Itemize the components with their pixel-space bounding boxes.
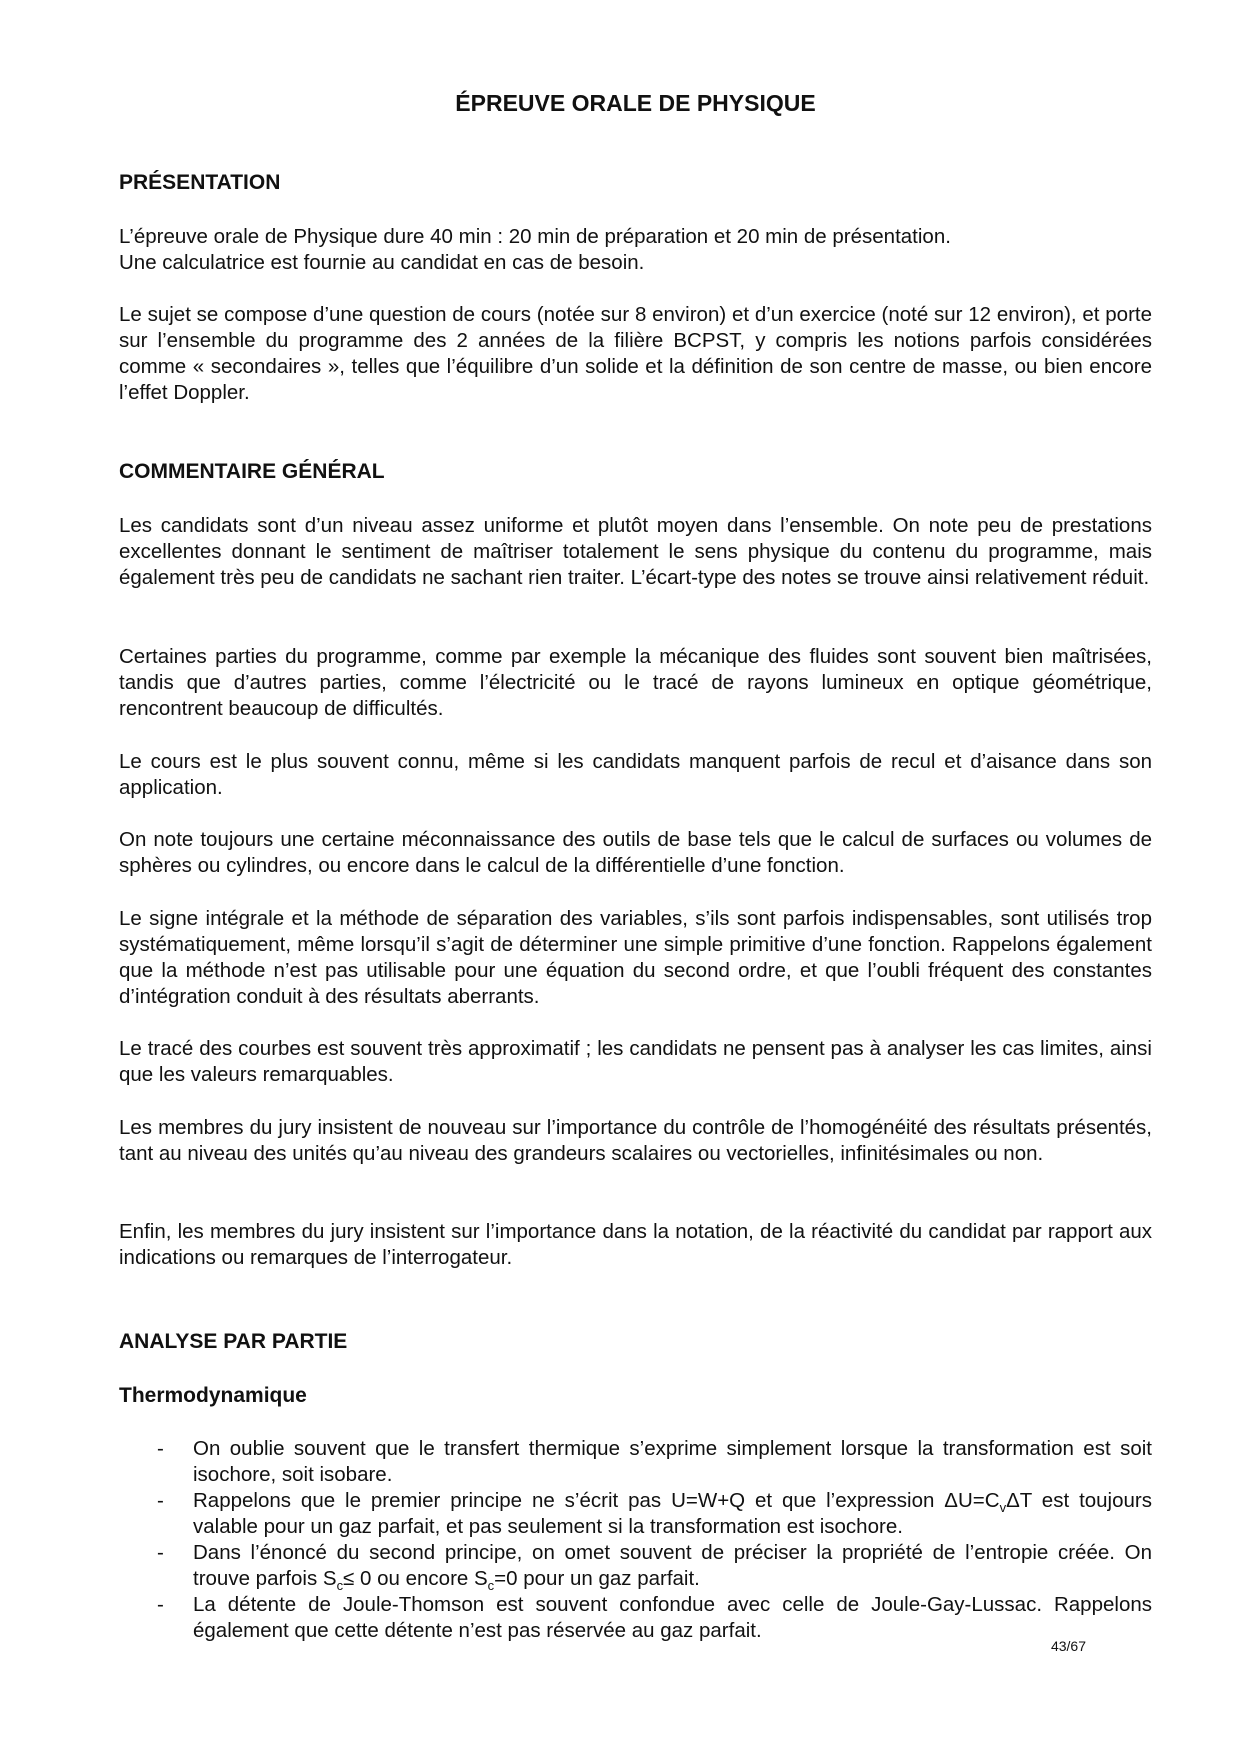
page-number: 43/67 (1050, 1638, 1086, 1654)
list-item-text: La détente de Joule-Thomson est souvent confondue avec celle de Joule-Gay-Lussac. Rappelons également que cette détente n’est pas réservée au gaz parfait. (193, 1593, 1152, 1642)
list-bullet: - (157, 1437, 164, 1460)
list-bullet: - (157, 1489, 164, 1512)
commentaire-paragraph-2: Certaines parties du programme, comme par exemple la mécanique des fluides sont souvent bien maîtrisées, tandis que d’autres parties, comme l’électricité ou le tracé de rayons lumineux en optique géométrique, rencontrent beaucoup de difficultés. (119, 645, 1152, 720)
commentaire-paragraph-6: Le tracé des courbes est souvent très approximatif ; les candidats ne pensent pas à analyser les cas limites, ainsi que les valeurs remarquables. (119, 1037, 1152, 1086)
thermodynamique-list (119, 1436, 1152, 1644)
presentation-line-calculator: Une calculatrice est fournie au candidat en cas de besoin. (119, 251, 645, 274)
list-item-text-part: Rappelons que le premier principe ne s’écrit pas U=W+Q et que l’expression ΔU=C (193, 1489, 1000, 1512)
list-item (119, 1540, 1152, 1592)
presentation-line-duration: L’épreuve orale de Physique dure 40 min : 20 min de préparation et 20 min de présentation. (119, 225, 951, 248)
subscript: v (999, 1500, 1007, 1516)
list-item-text (193, 1541, 1152, 1594)
list-item (119, 1488, 1152, 1540)
commentaire-paragraph-1: Les candidats sont d’un niveau assez uniforme et plutôt moyen dans l’ensemble. On note peu de prestations excellentes donnant le sentiment de maîtriser totalement le sens physique du contenu du programme, mais également très peu de candidats ne sachant rien traiter. L’écart-type des notes se trouve ainsi relativement réduit. (119, 514, 1152, 589)
list-item-text-part: Dans l’énoncé du second principe, on omet souvent de préciser la propriété de l’entropie créée. On trouve parfois S (193, 1541, 1152, 1590)
list-item-text (193, 1489, 1152, 1538)
list-item (119, 1436, 1152, 1488)
list-item-text-part: =0 pour un gaz parfait. (494, 1567, 700, 1590)
list-bullet: - (157, 1593, 164, 1616)
list-item-text-part: ≤ 0 ou encore S (343, 1567, 488, 1590)
subscript: c (336, 1578, 344, 1594)
presentation-paragraph-1 (119, 224, 1152, 276)
list-item-text: On oublie souvent que le transfert thermique s’exprime simplement lorsque la transformation est soit isochore, soit isobare. (193, 1437, 1152, 1486)
document-title: ÉPREUVE ORALE DE PHYSIQUE (455, 90, 816, 116)
subheading-thermodynamique: Thermodynamique (119, 1384, 307, 1407)
commentaire-paragraph-3: Le cours est le plus souvent connu, même si les candidats manquent parfois de recul et d’aisance dans son application. (119, 750, 1152, 799)
document-page (119, 0, 1152, 1754)
commentaire-paragraph-8: Enfin, les membres du jury insistent sur l’importance dans la notation, de la réactivité du candidat par rapport aux indications ou remarques de l’interrogateur. (119, 1220, 1152, 1269)
list-bullet: - (157, 1541, 164, 1564)
heading-commentaire-general: COMMENTAIRE GÉNÉRAL (119, 460, 385, 483)
commentaire-paragraph-5: Le signe intégrale et la méthode de séparation des variables, s’ils sont parfois indispensables, sont utilisés trop systématiquement, même lorsqu’il s’agit de déterminer une simple primitive d’une fonction. Rappelons également que la méthode n’est pas utilisable pour une équation du second ordre, et que l’oubli fréquent des constantes d’intégration conduit à des résultats aberrants. (119, 907, 1152, 1008)
presentation-paragraph-2: Le sujet se compose d’une question de cours (notée sur 8 environ) et d’un exercice (noté sur 12 environ), et porte sur l’ensemble du programme des 2 années de la filière BCPST, y compris les notions parfois considérées comme « secondaires », telles que l’équilibre d’un solide et la définition de son centre de masse, ou bien encore l’effet Doppler. (119, 303, 1152, 404)
heading-presentation: PRÉSENTATION (119, 171, 281, 194)
subscript: c (487, 1578, 495, 1594)
heading-analyse-par-partie: ANALYSE PAR PARTIE (119, 1330, 348, 1353)
commentaire-paragraph-7: Les membres du jury insistent de nouveau sur l’importance du contrôle de l’homogénéité des résultats présentés, tant au niveau des unités qu’au niveau des grandeurs scalaires ou vectorielles, infinitésimales ou non. (119, 1116, 1152, 1165)
commentaire-paragraph-4: On note toujours une certaine méconnaissance des outils de base tels que le calcul de surfaces ou volumes de sphères ou cylindres, ou encore dans le calcul de la différentielle d’une fonction. (119, 828, 1152, 877)
list-item-text-part: ΔT est toujours valable pour un gaz parfait, et pas seulement si la transformation est isochore. (193, 1489, 1152, 1538)
